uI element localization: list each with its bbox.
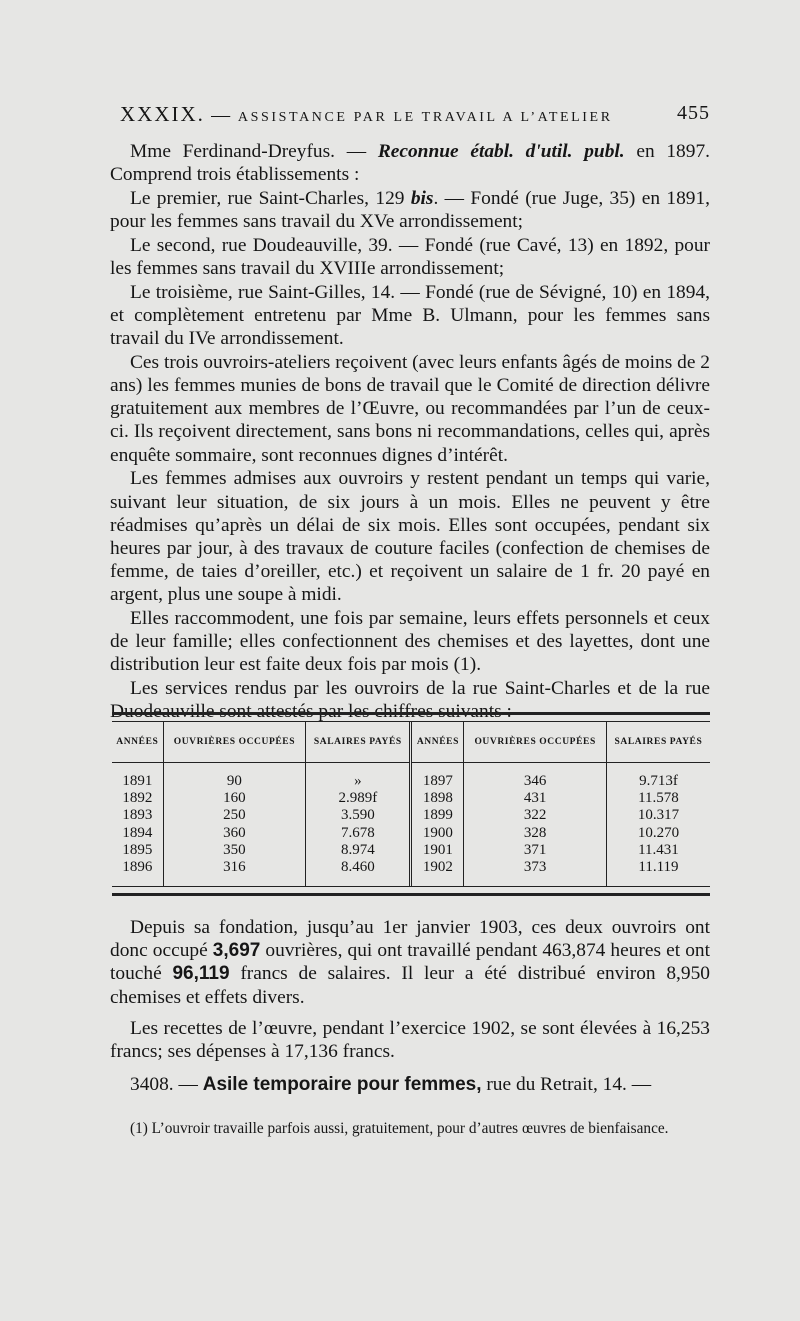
- text-run: en 1897. Comprend trois établissements :: [110, 141, 710, 186]
- table-cell: 10.317: [606, 807, 710, 824]
- table-cell: 1892: [122, 790, 153, 807]
- page-number: 455: [677, 102, 710, 124]
- text-run: francs de salaires. Il leur a été distribué environ 8,950 chemises et effets divers.: [110, 963, 710, 1008]
- table-cell: 11.119: [606, 859, 710, 886]
- table-cell: 11.578: [606, 790, 710, 807]
- main-text: [110, 140, 710, 724]
- statistics-table: [112, 712, 710, 896]
- table-cell: 316: [163, 859, 306, 886]
- table-cell: 1891: [122, 773, 153, 789]
- col-header: SALAIRES PAYÉS: [306, 722, 411, 763]
- table-row: [112, 807, 710, 824]
- paragraph: [110, 140, 710, 186]
- table-cell: 371: [464, 842, 607, 859]
- italic-run: Reconnue établ. d'util. publ.: [377, 141, 625, 162]
- table-cell: 160: [163, 790, 306, 807]
- table-cell: »: [306, 763, 411, 791]
- table-cell: 1900: [411, 825, 464, 842]
- text-run: Le premier, rue Saint-Charles, 129: [130, 187, 411, 209]
- table-cell: 346: [464, 763, 607, 791]
- text-run: Depuis sa fondation, jusqu’au 1er janvier 1903, ces deux ouvroirs ont donc occupé: [110, 917, 710, 962]
- paragraph: [110, 187, 710, 233]
- paragraph: Les femmes admises aux ouvroirs y restent pendant un temps qui varie, suivant leur situation, de six jours à un mois. Elles ne peuvent y être réadmises qu’après un délai de six mois. Elles sont occupées, pendant six heures par jour, à des travaux de couture faciles (confection de chemises de femme, de taies d’oreiller, etc.) et reçoivent un salaire de 1 fr. 20 payé en argent, plus une soupe à midi.: [110, 468, 710, 606]
- text-run: . — Fondé (rue Juge, 35) en 1891, pour les femmes sans travail du XVe arrondissement;: [110, 187, 710, 233]
- data-table: [112, 722, 710, 886]
- chapter-title: ASSISTANCE PAR LE TRAVAIL A L’ATELIER: [237, 110, 613, 125]
- table-row: [112, 825, 710, 842]
- table-row: [112, 790, 710, 807]
- paragraph: Le troisième, rue Saint-Gilles, 14. — Fondé (rue de Sévigné, 10) en 1894, et complètement entretenu par Mme B. Ulmann, pour les femmes sans travail du IVe arrondissement.: [110, 281, 710, 350]
- section-heading: [110, 1073, 710, 1096]
- paragraph: [110, 916, 710, 1009]
- footnote-text: (1) L’ouvroir travaille parfois aussi, gratuitement, pour d’autres œuvres de bienfaisance.: [130, 1120, 669, 1137]
- table-cell: 7.678: [306, 825, 411, 842]
- footnote: [110, 1120, 710, 1138]
- paragraph: Les recettes de l’œuvre, pendant l’exercice 1902, se sont élevées à 16,253 francs; ses dépenses à 17,136 francs.: [110, 1017, 710, 1063]
- table-cell: 1902: [411, 859, 464, 886]
- col-header: OUVRIÈRES OCCUPÉES: [163, 722, 306, 763]
- table-cell: 322: [464, 807, 607, 824]
- table-row: [112, 763, 710, 791]
- text-run: ouvrières, qui ont travaillé pendant 463,874 heures et ont touché: [110, 940, 710, 985]
- col-header: ANNÉES: [112, 722, 163, 763]
- table-cell: 360: [163, 825, 306, 842]
- section-rest: rue du Retrait, 14. —: [481, 1074, 652, 1095]
- bold-number: 96,119: [172, 963, 230, 985]
- section-number: 3408. —: [130, 1074, 203, 1095]
- header-title: [120, 102, 613, 127]
- col-header: SALAIRES PAYÉS: [606, 722, 710, 763]
- italic-run: bis: [410, 187, 434, 209]
- table-cell: 11.431: [606, 842, 710, 859]
- table-cell: 250: [163, 807, 306, 824]
- table-row: [112, 859, 710, 886]
- table-cell: 90: [163, 763, 306, 791]
- table-cell: 1896: [122, 859, 153, 876]
- table-row: [112, 842, 710, 859]
- bold-number: 3,697: [212, 940, 261, 962]
- table-cell: 10.270: [606, 825, 710, 842]
- table-cell: 1894: [122, 824, 153, 841]
- table-cell: 8.974: [306, 842, 411, 859]
- paragraph: Le second, rue Doudeauville, 39. — Fondé (rue Cavé, 13) en 1892, pour les femmes sans travail du XVIIIe arrondissement;: [110, 234, 710, 280]
- paragraph: Les services rendus par les ouvroirs de la rue Saint-Charles et de la rue Duodeauville sont attestés par les chiffres suivants :: [110, 678, 710, 723]
- paragraph: Elles raccommodent, une fois par semaine, leurs effets personnels et ceux de leur famille; elles confectionnent des chemises et des layettes, dont une distribution leur est faite deux fois par mois (1).: [110, 608, 710, 676]
- table-cell: 1893: [122, 807, 153, 824]
- col-header: ANNÉES: [411, 722, 464, 763]
- table-top-rule: [112, 712, 710, 722]
- table-cell: 1895: [122, 841, 153, 858]
- table-cell: 1901: [411, 842, 464, 859]
- running-header: [120, 96, 710, 130]
- table-cell: 431: [464, 790, 607, 807]
- table-bottom-rule: [112, 886, 710, 896]
- header-dash: —: [211, 105, 232, 126]
- table-cell: 373: [464, 859, 607, 886]
- table-cell: 2.989f: [306, 790, 411, 807]
- table-cell: 1898: [411, 790, 464, 807]
- col-header: OUVRIÈRES OCCUPÉES: [464, 722, 607, 763]
- text-run: Mme Ferdinand-Dreyfus. —: [130, 141, 378, 162]
- table-cell: 1899: [411, 807, 464, 824]
- table-cell: 328: [464, 825, 607, 842]
- post-table-text: [110, 916, 710, 1063]
- table-cell: 3.590: [306, 807, 411, 824]
- table-cell: 8.460: [306, 859, 411, 886]
- table-header-row: [112, 722, 710, 763]
- table-cell: 350: [163, 842, 306, 859]
- chapter-number: XXXIX.: [120, 102, 205, 126]
- paragraph: Ces trois ouvroirs-ateliers reçoivent (avec leurs enfants âgés de moins de 2 ans) les femmes munies de bons de travail que le Comité de direction délivre gratuitement aux membres de l’Œuvre, ou recommandées par l’un de ceux-ci. Ils reçoivent directement, sans bons ni recommandations, celles qui, après enquête sommaire, sont reconnues dignes d’intérêt.: [110, 351, 710, 466]
- table-cell: 1897: [411, 763, 464, 791]
- section-title: Asile temporaire pour femmes,: [202, 1074, 482, 1095]
- table-cell: 9.713f: [606, 763, 710, 791]
